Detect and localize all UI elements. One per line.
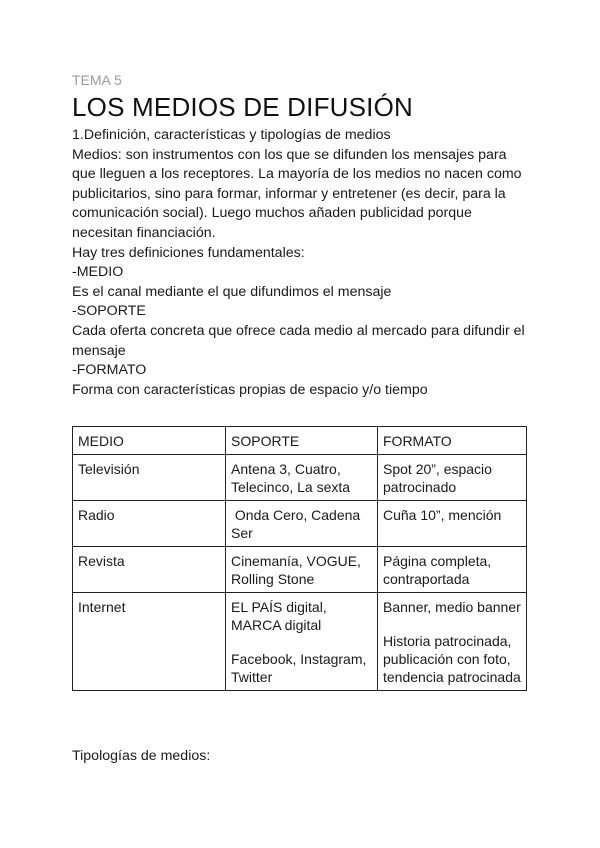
- table-cell-soporte: [226, 593, 378, 691]
- next-section-heading: Tipologías de medios:: [72, 748, 211, 764]
- page-title: LOS MEDIOS DE DIFUSIÓN: [72, 92, 414, 122]
- table-cell-medio: Televisión: [73, 455, 226, 501]
- table-header-row: [73, 427, 527, 455]
- intro-paragraph: Medios: son instrumentos con los que se difunden los mensajes para que lleguen a los receptores. La mayoría de los medios no nacen como publicitarios, sino para formar, informar y entretener (es decir, para la comunicación social). Luego muchos añaden publicidad porque necesitan financiación.: [72, 146, 522, 241]
- formato-line: Banner, medio banner: [383, 599, 521, 615]
- cell-spacer: [231, 634, 372, 650]
- table-cell-formato: Página completa, contraportada: [378, 547, 527, 593]
- table-cell-formato: [378, 593, 527, 691]
- section-heading: 1.Definición, características y tipologías de medios: [72, 127, 391, 143]
- formato-line: Historia patrocinada, publicación con foto, tendencia patrocinada: [383, 633, 521, 685]
- table-header-cell: FORMATO: [378, 427, 527, 455]
- definition-text: Es el canal mediante el que difundimos el mensaje: [72, 283, 392, 300]
- table-row: [73, 501, 527, 547]
- table-cell-medio: Radio: [73, 501, 226, 547]
- media-table: [72, 426, 527, 691]
- table-header-cell: SOPORTE: [226, 427, 378, 455]
- soporte-line: Facebook, Instagram, Twitter: [231, 651, 367, 685]
- table-cell-formato: Spot 20”, espacio patrocinado: [378, 455, 527, 501]
- table-row: [73, 455, 527, 501]
- table-cell-soporte: Onda Cero, Cadena Ser: [226, 501, 378, 547]
- table-row: [73, 547, 527, 593]
- table-cell-formato: Cuña 10”, mención: [378, 501, 527, 547]
- table-cell-medio: Internet: [73, 593, 226, 691]
- definitions-intro: Hay tres definiciones fundamentales:: [72, 244, 305, 261]
- table-header-cell: MEDIO: [73, 427, 226, 455]
- definition-term: -FORMATO: [72, 362, 147, 379]
- soporte-line: EL PAÍS digital, MARCA digital: [231, 599, 327, 633]
- theme-label: TEMA 5: [72, 72, 122, 88]
- definition-text: Forma con características propias de espacio y/o tiempo: [72, 381, 428, 398]
- definition-term: -MEDIO: [72, 264, 124, 281]
- cell-spacer: [383, 616, 521, 632]
- table-cell-soporte: Cinemanía, VOGUE, Rolling Stone: [226, 547, 378, 593]
- body-text: [72, 126, 532, 400]
- table-row: [73, 593, 527, 691]
- definition-text: Cada oferta concreta que ofrece cada medio al mercado para difundir el mensaje: [72, 322, 525, 359]
- table-cell-medio: Revista: [73, 547, 226, 593]
- table-cell-soporte: Antena 3, Cuatro, Telecinco, La sexta: [226, 455, 378, 501]
- definition-term: -SOPORTE: [72, 303, 146, 320]
